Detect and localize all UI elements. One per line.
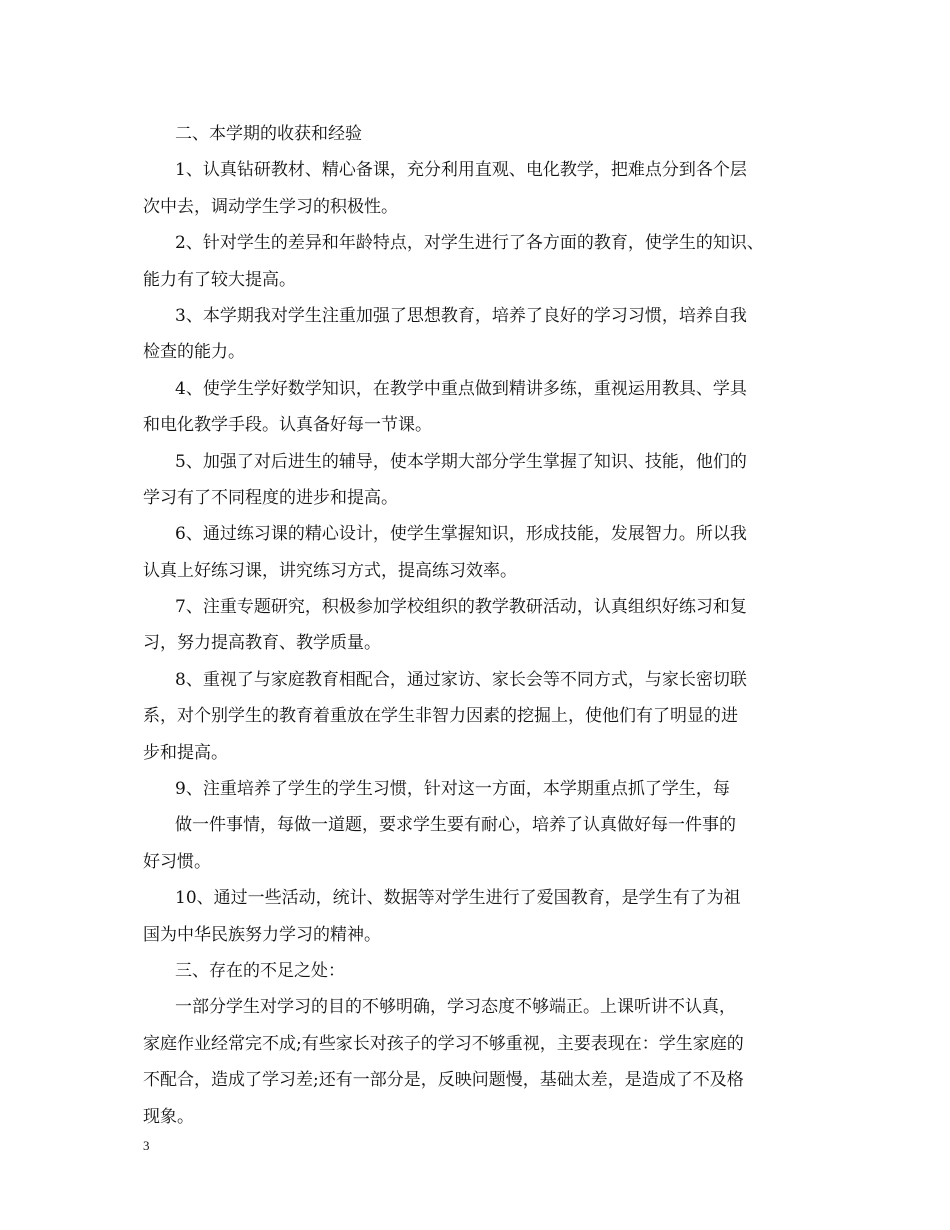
text-line: 5、加强了对后进生的辅导，使本学期大部分学生掌握了知识、技能，他们的 [175,451,747,472]
text-line: 系，对个别学生的教育着重放在学生非智力因素的挖掘上，使他们有了明显的进 [143,706,738,727]
text-line: 1、认真钻研教材、精心备课，充分利用直观、电化教学，把难点分到各个层 [175,160,747,181]
text-line: 国为中华民族努力学习的精神。 [143,924,381,945]
text-line: 现象。 [143,1106,194,1127]
text-line: 习，努力提高教育、教学质量。 [143,633,381,654]
page-number: 3 [143,1138,150,1153]
text-line: 6、通过练习课的精心设计，使学生掌握知识，形成技能，发展智力。所以我 [175,524,747,545]
text-line: 能力有了较大提高。 [143,269,296,290]
text-line: 检查的能力。 [143,342,245,363]
text-line: 三、存在的不足之处： [175,960,345,981]
text-line: 一部分学生对学习的目的不够明确，学习态度不够端正。上课听讲不认真， [175,997,736,1018]
text-line: 认真上好练习课，讲究练习方式，提高练习效率。 [143,560,517,581]
text-line: 3、本学期我对学生注重加强了思想教育，培养了良好的学习习惯，培养自我 [175,305,747,326]
text-line: 4、使学生学好数学知识，在教学中重点做到精讲多练，重视运用教具、学具 [175,378,747,399]
document-body [143,116,823,1135]
text-line: 家庭作业经常完不成;有些家长对孩子的学习不够重视，主要表现在：学生家庭的 [143,1033,744,1054]
text-line: 做一件事情，每做一道题，要求学生要有耐心，培养了认真做好每一件事的 [175,815,736,836]
text-line: 10、通过一些活动，统计、数据等对学生进行了爱国教育，是学生有了为祖 [175,888,741,909]
text-line: 次中去，调动学生学习的积极性。 [143,196,398,217]
text-line: 7、注重专题研究，积极参加学校组织的教学教研活动，认真组织好练习和复 [175,597,747,618]
text-line: 8、重视了与家庭教育相配合，通过家访、家长会等不同方式，与家长密切联 [175,669,747,690]
text-line: 好习惯。 [143,851,211,872]
text-line: 二、本学期的收获和经验 [175,124,362,144]
text-line: 学习有了不同程度的进步和提高。 [143,487,398,508]
text-line: 9、注重培养了学生的学生习惯，针对这一方面，本学期重点抓了学生，每 [175,779,730,800]
text-line: 和电化教学手段。认真备好每一节课。 [143,415,432,436]
text-line: 步和提高。 [143,742,228,763]
text-line: 2、针对学生的差异和年龄特点，对学生进行了各方面的教育，使学生的知识、 [175,233,764,254]
text-line: 不配合，造成了学习差;还有一部分是，反映问题慢，基础太差，是造成了不及格 [143,1070,744,1091]
